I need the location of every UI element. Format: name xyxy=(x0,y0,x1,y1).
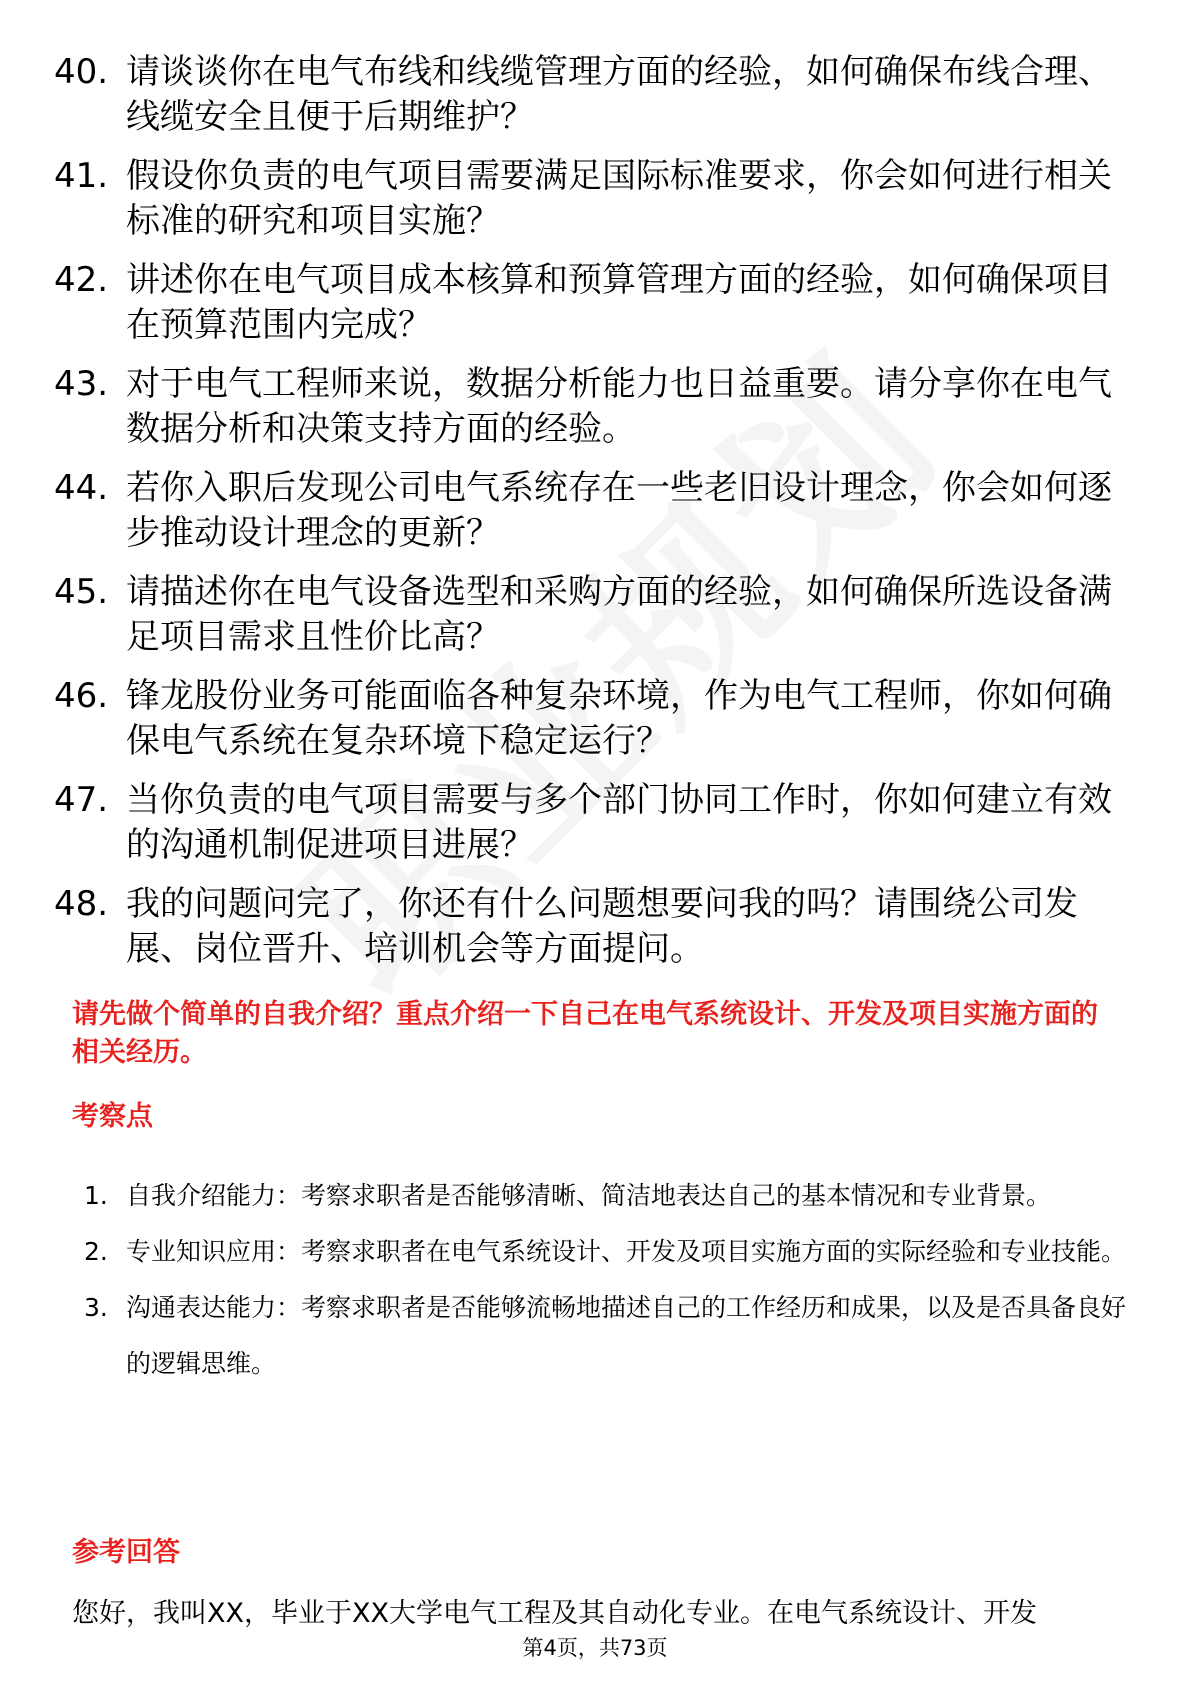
answer-title: 参考回答 xyxy=(72,1537,180,1568)
point-text: 沟通表达能力：考察求职者是否能够流畅地描述自己的工作经历和成果，以及是否具备良好的逻辑思维。 xyxy=(126,1293,1127,1378)
list-item xyxy=(54,882,1134,972)
question-number: 48. xyxy=(54,884,109,924)
question-number: 41. xyxy=(54,156,109,196)
assessment-list xyxy=(84,1168,1134,1392)
list-item xyxy=(84,1224,1134,1280)
question-number: 47. xyxy=(54,780,109,820)
page-indicator: 第4页，共73页 xyxy=(522,1636,668,1660)
assessment-title: 考察点 xyxy=(72,1101,153,1132)
point-number: 3. xyxy=(84,1293,108,1322)
question-text: 讲述你在电气项目成本核算和预算管理方面的经验，如何确保项目在预算范围内完成？ xyxy=(126,260,1112,345)
question-number: 40. xyxy=(54,52,109,92)
list-item xyxy=(84,1280,1134,1392)
list-item xyxy=(54,154,1134,244)
point-text: 专业知识应用：考察求职者在电气系统设计、开发及项目实施方面的实际经验和专业技能。 xyxy=(126,1237,1127,1266)
question-number: 42. xyxy=(54,260,109,300)
question-number: 45. xyxy=(54,572,109,612)
list-item xyxy=(54,674,1134,764)
question-heading: 请先做个简单的自我介绍？重点介绍一下自己在电气系统设计、开发及项目实施方面的相关经历。 xyxy=(72,999,1098,1068)
list-item xyxy=(84,1168,1134,1224)
question-text: 锋龙股份业务可能面临各种复杂环境，作为电气工程师，你如何确保电气系统在复杂环境下稳定运行？ xyxy=(126,676,1112,761)
answer-text: 您好，我叫XX，毕业于XX大学电气工程及其自动化专业。在电气系统设计、开发 xyxy=(72,1598,1037,1629)
question-number: 44. xyxy=(54,468,109,508)
question-number: 46. xyxy=(54,676,109,716)
question-text: 当你负责的电气项目需要与多个部门协同工作时，你如何建立有效的沟通机制促进项目进展？ xyxy=(126,780,1112,865)
question-text: 请描述你在电气设备选型和采购方面的经验，如何确保所选设备满足项目需求且性价比高？ xyxy=(126,572,1112,657)
point-number: 2. xyxy=(84,1237,108,1266)
question-list xyxy=(54,50,1134,986)
point-number: 1. xyxy=(84,1181,108,1210)
list-item xyxy=(54,362,1134,452)
question-text: 若你入职后发现公司电气系统存在一些老旧设计理念，你会如何逐步推动设计理念的更新？ xyxy=(126,468,1112,553)
list-item xyxy=(54,258,1134,348)
question-text: 我的问题问完了，你还有什么问题想要问我的吗？请围绕公司发展、岗位晋升、培训机会等方面提问。 xyxy=(126,884,1078,969)
point-text: 自我介绍能力：考察求职者是否能够清晰、简洁地表达自己的基本情况和专业背景。 xyxy=(126,1181,1052,1210)
question-text: 请谈谈你在电气布线和线缆管理方面的经验，如何确保布线合理、线缆安全且便于后期维护？ xyxy=(126,52,1112,137)
question-text: 对于电气工程师来说，数据分析能力也日益重要。请分享你在电气数据分析和决策支持方面的经验。 xyxy=(126,364,1112,449)
list-item xyxy=(54,778,1134,868)
list-item xyxy=(54,50,1134,140)
list-item xyxy=(54,466,1134,556)
question-number: 43. xyxy=(54,364,109,404)
list-item xyxy=(54,570,1134,660)
question-text: 假设你负责的电气项目需要满足国际标准要求，你会如何进行相关标准的研究和项目实施？ xyxy=(126,156,1112,241)
